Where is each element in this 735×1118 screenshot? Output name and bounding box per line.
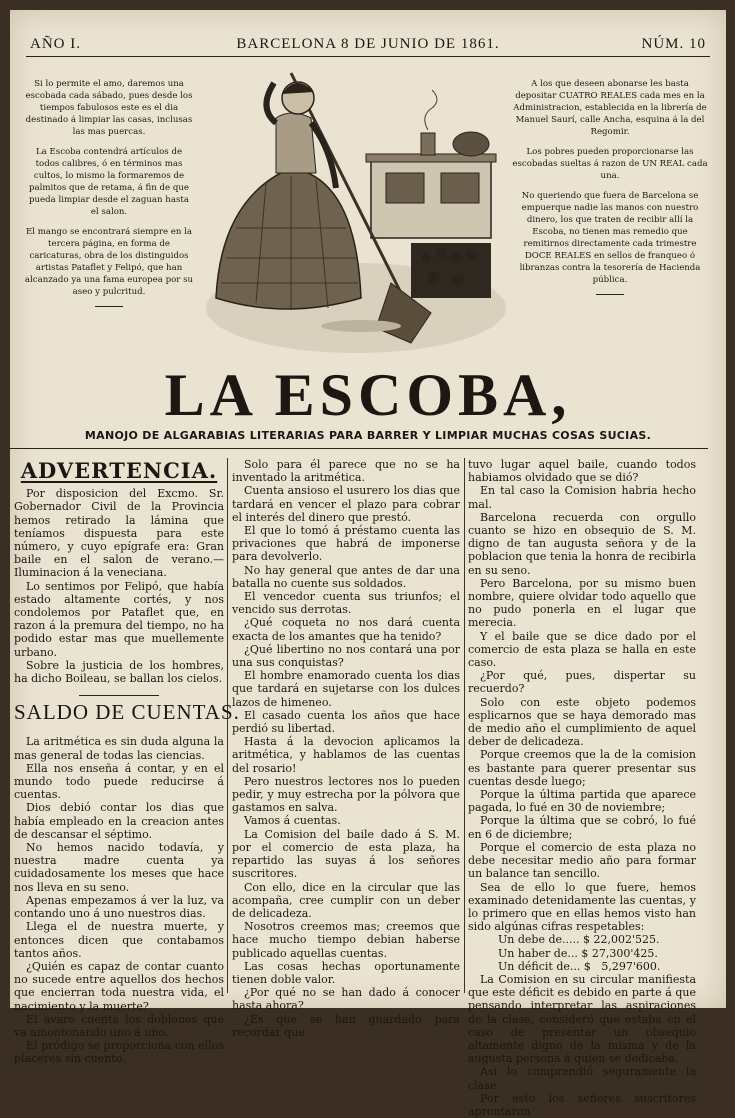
paragraph: ¿Qué libertino no nos contará una por una sus conquistas?: [232, 642, 460, 670]
place-date: BARCELONA 8 DE JUNIO DE 1861.: [236, 36, 500, 52]
paragraph: El casado cuenta los años que hace perdió su libertad.: [232, 708, 460, 736]
paragraph: Solo con este objeto podemos esplicarnos que se haya demorado mas de medio año el cumplimiento de aquel deber de delicadeza.: [468, 695, 696, 749]
left-note: La Escoba contendrá artículos de todos calibres, ó en términos mas cultos, lo mismo la formaremos de palmitos que de retama, á fin de que pueda limpiar desde el zaguan hasta el salon.: [28, 147, 189, 217]
paragraph: Ella nos enseña á contar, y en el mundo todo puede reducirse á cuentas.: [14, 761, 224, 802]
paragraph: No hemos nacido todavía, y nuestra madre cuenta ya cuidadosamente los meses que hace nos lleva en su seno.: [14, 841, 224, 894]
newspaper-title: LA ESCOBA,: [164, 362, 572, 428]
right-note: Los pobres pueden proporcionarse las escobadas sueltas á razon de UN REAL cada una.: [512, 147, 708, 181]
paragraph: ¿Es que se han guardado para recordar que: [232, 1012, 460, 1039]
newspaper-subtitle: MANOJO DE ALGARABIAS LITERARIAS PARA BARRER Y LIMPIAR MUCHAS COSAS SUCIAS.: [84, 429, 652, 442]
right-notes: [510, 78, 710, 295]
paragraph: El pródigo se proporciona con ellos placeres sin cuento.: [14, 1039, 224, 1066]
paragraph: Porque el comercio de esta plaza no debe necesitar medio año para formar un balance tan sencillo.: [468, 840, 696, 881]
paragraph: Con ello, dice en la circular que las acompaña, cree cumplir con un deber de delicadeza.: [232, 880, 460, 920]
paragraph: Porque la última que se cobró, lo fué en 6 de diciembre;: [468, 814, 696, 841]
newspaper-page: [10, 10, 726, 1118]
masthead-rule: [10, 448, 708, 449]
paragraph: Por esto los señores suscritores aprontaron: [468, 1091, 696, 1118]
paragraph: No hay general que antes de dar una batalla no cuente sus soldados.: [232, 563, 460, 590]
figure-line: Un debe de..... $ 22,002'525.: [498, 933, 660, 947]
paragraph: ¿Por qué, pues, dispertar su recuerdo?: [468, 669, 696, 696]
paragraph: Pero nuestros lectores nos lo pueden pedir, y muy estrecha por la pólvora que gastamos en salva.: [232, 774, 460, 815]
left-note: El mango se encontrará siempre en la tercera página, en forma de caricaturas, obra de los distinguidos artistas Pataflet y Felipó, que han alcanzado ya una fama europea por su aseo y pulcritud.: [24, 227, 194, 297]
column-divider: [464, 458, 465, 993]
paragraph: Dios debió contar los dias que había empleado en la creacion antes de descansar el séptimo.: [14, 801, 224, 841]
paragraph: tuvo lugar aquel baile, cuando todos habiamos olvidado que se dió?: [468, 458, 696, 485]
paragraph: La aritmética es sin duda alguna la mas general de todas las ciencias.: [14, 735, 224, 762]
paragraph: Sobre la justicia de los hombres, ha dicho Boileau, se ballan los cielos.: [14, 658, 224, 686]
woman-sweeping-illustration: [196, 58, 506, 358]
paragraph: Hasta á la devocion aplicamos la aritmética, y hablamos de las cuentas del rosario!: [232, 735, 460, 775]
left-note: Si lo permite el amo, daremos una escobada cada sábado, pues desde los tiempos fabulosos este es el dia destinado á limpiar las casas, inclusas las mas puercas.: [25, 79, 193, 137]
paragraph: El avaro cuenta los doblones que va amontonando uno á uno.: [14, 1012, 224, 1039]
paragraph: Porque creemos que la de la comision es bastante para querer presentar sus cuentas desde luego;: [468, 748, 696, 788]
left-notes: [24, 78, 194, 307]
paragraph: Las cosas hechas oportunamente tienen doble valor.: [232, 959, 460, 986]
paragraph: En tal caso la Comision habria hecho mal.: [468, 484, 696, 511]
paragraph: La Comision en su circular manifiesta que este déficit es debido en parte á que pensando interpretar las aspiraciones de la clase, consideró que estaba en el caso de presentar un obsequio altamente digno de la misma y de la augusta persona á quien se dedicaba.: [468, 972, 696, 1066]
paragraph: Vamos á cuentas.: [244, 814, 341, 828]
saldo-heading: SALDO DE CUENTAS.: [14, 700, 240, 725]
paragraph: Llega el de nuestra muerte, y entonces dicen que contabamos tantos años.: [14, 920, 224, 960]
paragraph: Pero Barcelona, por su mismo buen nombre, quiere olvidar todo aquello que no pudo ponerla en el lugar que merecia.: [468, 576, 696, 630]
column-1: [14, 458, 240, 1066]
paragraph: Sea de ello lo que fuere, hemos examinado detenidamente las cuentas, y lo primero que en ellas hemos visto han sido algúnas cifras respetables:: [468, 880, 696, 934]
paragraph: Barcelona recuerda con orgullo cuanto se hizo en obsequio de S. M. digno de tan augusta señora y de la poblacion que tenia la honra de recibirla en su seno.: [468, 510, 696, 577]
right-note: A los que deseen abonarse les basta depositar CUATRO REALES cada mes en la Administracion, establecida en la librería de Manuel Saurí, calle Ancha, esquina á la del Regomir.: [513, 79, 707, 137]
paragraph: Cuenta ansioso el usurero los dias que tardará en vencer el plazo para cobrar el interés del dinero que prestó.: [232, 484, 460, 524]
paragraph: Nosotros creemos mas; creemos que hace mucho tiempo debian haberse publicado aquellas cuentas.: [232, 920, 460, 960]
figure-line: Un haber de... $ 27,300'425.: [498, 946, 658, 960]
paragraph: ¿Qué coqueta no nos dará cuenta exacta de los amantes que ha tenido?: [232, 616, 460, 643]
paragraph: Solo para él parece que no se ha inventado la aritmética.: [232, 458, 460, 485]
issue-number: NÚM. 10: [641, 36, 706, 52]
issue-year: AÑO I.: [30, 36, 81, 52]
column-3: [468, 458, 696, 1118]
advertencia-heading: ADVERTENCIA.: [20, 458, 218, 483]
paragraph: Y el baile que se dice dado por el comercio de esta plaza se halla en este caso.: [468, 629, 696, 670]
divider: [95, 306, 123, 307]
paragraph: El vencedor cuenta sus triunfos; el vencido sus derrotas.: [232, 590, 460, 617]
right-note: No queriendo que fuera de Barcelona se empuerque nadie las manos con nuestro dinero, los que traten de recibir allí la Escoba, no tienen mas remedio que remitirnos directamente cada trimestre DOCE REALES en sellos de franqueo ó libranzas contra la tesorería de Hacienda pública.: [519, 191, 701, 285]
figure-line: Un déficit de... $ 5,297'600.: [498, 959, 661, 973]
paragraph: Por disposicion del Excmo. Sr. Gobernador Civil de la Provincia hemos retirado la lámina que teníamos dispuesta para este número, y cuyo epígrafe era: Gran baile en el salon de verano.—Iluminacion á la veneciana.: [14, 487, 224, 580]
column-divider: [227, 458, 228, 993]
paragraph: ¿Quién es capaz de contar cuanto no sucede entre aquellos dos hechos que encierran toda nuestra vida, el nacimiento y la muerte?: [14, 959, 224, 1013]
paragraph: ¿Por qué no se han dado á conocer hasta ahora?: [232, 986, 460, 1013]
paragraph: La Comision del baile dado á S. M. por el comercio de esta plaza, ha repartido las suyas á los señores suscritores.: [232, 827, 460, 881]
divider: [596, 294, 624, 295]
paragraph: Porque la última partida que aparece pagada, lo fué en 30 de noviembre;: [468, 788, 696, 815]
paragraph: Así lo comprendió seguramente la clase.: [468, 1065, 696, 1092]
paragraph: El hombre enamorado cuenta los dias que tardará en sujetarse con los dulces lazos de himeneo.: [232, 669, 460, 709]
paragraph: El que lo tomó á préstamo cuenta las privaciones que habrá de imponerse para devolverlo.: [232, 524, 460, 564]
header-line: [26, 32, 710, 57]
paragraph: Lo sentimos por Felipó, que había estado altamente cortés, y nos condolemos por Pataflet que, en razon á la premura del tiempo, no ha podido estar mas que muellemente urbano.: [14, 579, 224, 659]
paragraph: Apenas empezamos á ver la luz, va contando uno á uno nuestros dias.: [14, 893, 224, 921]
column-2: [232, 458, 460, 1039]
divider: [79, 695, 159, 696]
